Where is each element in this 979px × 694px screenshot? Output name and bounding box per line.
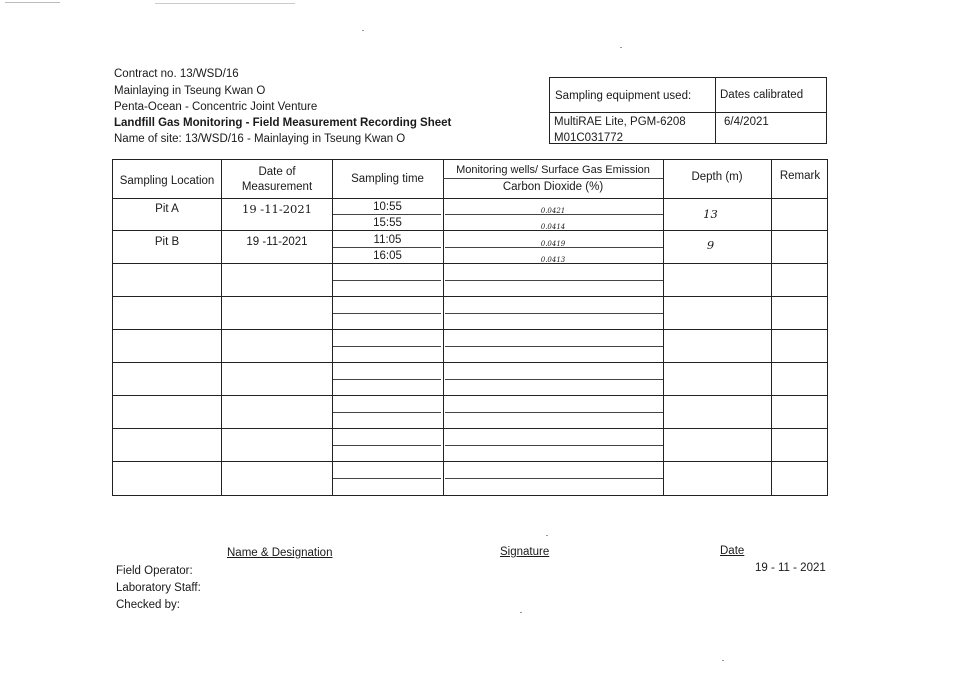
contractor-name: Penta-Ocean - Concentric Joint Venture	[114, 101, 318, 113]
row1-co2-2: 0.0414	[540, 223, 566, 231]
measurement-table	[112, 159, 828, 496]
laboratory-staff-label: Laboratory Staff:	[116, 582, 201, 594]
date-heading: Date	[720, 545, 745, 557]
row2-time2: 16:05	[373, 250, 402, 262]
sheet-title: Landfill Gas Monitoring - Field Measurement Recording Sheet	[114, 117, 452, 129]
equipment-serial: M01C031772	[554, 132, 624, 144]
row2-co2-1: 0.0419	[540, 240, 566, 248]
header-carbon-dioxide: Carbon Dioxide (%)	[502, 181, 604, 193]
row1-co2-1: 0.0421	[540, 207, 566, 215]
header-monitoring-wells: Monitoring wells/ Surface Gas Emission	[456, 164, 650, 176]
row1-time1: 10:55	[373, 201, 402, 213]
signoff-date: 19 - 11 - 2021	[755, 562, 826, 574]
header-depth: Depth (m)	[691, 171, 743, 183]
row1-time2: 15:55	[373, 217, 402, 229]
row2-date: 19 -11-2021	[246, 236, 308, 248]
field-operator-label: Field Operator:	[116, 565, 193, 577]
row2-co2-2: 0.0413	[540, 256, 566, 264]
site-name: Name of site: 13/WSD/16 - Mainlaying in Tseung Kwan O	[114, 133, 406, 145]
name-designation-heading: Name & Designation	[227, 547, 333, 559]
row2-depth: 9	[706, 238, 715, 252]
row2-location: Pit B	[154, 236, 180, 248]
calibration-date: 6/4/2021	[724, 116, 769, 128]
equipment-used-label: Sampling equipment used:	[555, 90, 692, 102]
equipment-table	[549, 77, 827, 144]
checked-by-label: Checked by:	[116, 599, 180, 611]
project-name: Mainlaying in Tseung Kwan O	[114, 85, 266, 97]
dates-calibrated-label: Dates calibrated	[720, 89, 804, 101]
equipment-model: MultiRAE Lite, PGM-6208	[554, 116, 686, 128]
row1-date: 19 -11-2021	[242, 202, 312, 216]
header-remark: Remark	[779, 170, 821, 182]
signature-heading: Signature	[500, 546, 550, 558]
row2-time1: 11:05	[373, 234, 402, 246]
header-sampling-time: Sampling time	[351, 173, 424, 185]
header-date-of-measurement: Date of Measurement	[241, 166, 313, 193]
contract-number: Contract no. 13/WSD/16	[114, 68, 239, 80]
header-sampling-location: Sampling Location	[119, 175, 215, 187]
row1-location: Pit A	[155, 203, 179, 215]
row1-depth: 13	[703, 207, 718, 221]
